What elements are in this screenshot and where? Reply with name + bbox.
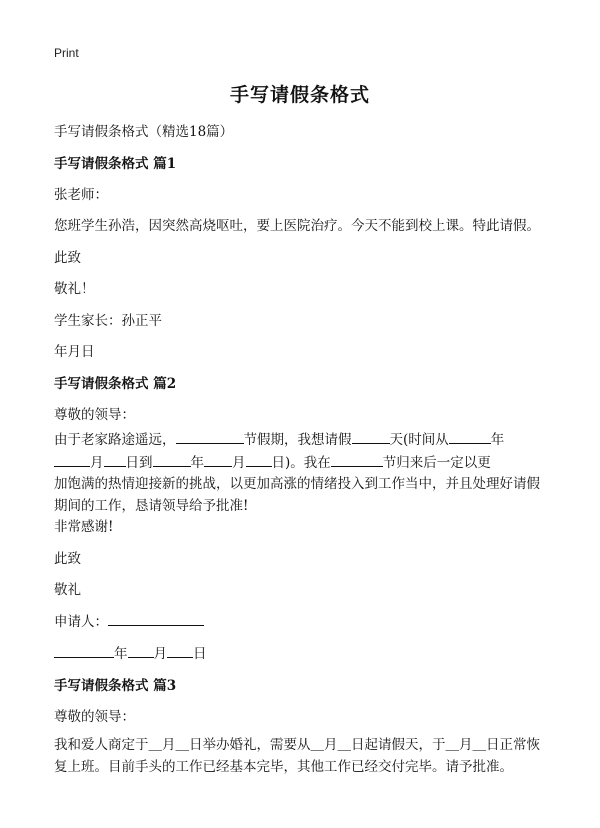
section-heading: 手写请假条格式 篇2 — [54, 376, 177, 392]
applicant-blank[interactable] — [108, 611, 204, 626]
text-run: 天(时间从 — [389, 432, 449, 448]
text-run: 节归来后一定以更 — [382, 454, 491, 471]
blank-field[interactable] — [246, 452, 272, 467]
text-line: 加饱满的热情迎接新的挑战，以更加高涨的情绪投入到工作当中，并且处理好请假 — [54, 476, 540, 492]
salutation: 张老师： — [54, 187, 108, 203]
text-run: 日)。我在 — [271, 454, 331, 471]
section-heading: 手写请假条格式 篇1 — [54, 156, 177, 172]
salutation: 尊敬的领导： — [54, 407, 135, 423]
blank-field[interactable] — [54, 452, 90, 467]
text-run: 由于老家路途遥远， — [54, 432, 176, 448]
thanks-line: 非常感谢! — [54, 519, 114, 535]
text-run: 年 — [114, 646, 128, 662]
document-title: 手写请假条格式 — [229, 84, 370, 106]
blank-field[interactable] — [204, 452, 232, 467]
blank-field[interactable] — [54, 643, 114, 658]
text-run: 年 — [190, 454, 204, 471]
print-label[interactable]: Print — [54, 46, 79, 60]
blank-field[interactable] — [167, 643, 193, 658]
text-run: 日到 — [125, 454, 153, 471]
text-run: 月 — [153, 646, 167, 662]
applicant-label: 申请人： — [54, 614, 108, 630]
letter-body: 我和爱人商定于＿月＿日举办婚礼，需要从＿月＿日起请假天，于＿月＿日正常恢复上班。目前手头的工作已经基本完毕，其他工作已经交付完毕。请予批准。 — [54, 737, 540, 775]
salutation: 尊敬的领导： — [54, 709, 135, 725]
blank-field[interactable] — [331, 452, 383, 467]
blank-field[interactable] — [352, 429, 390, 444]
blank-field[interactable] — [153, 452, 191, 467]
section-heading: 手写请假条格式 篇3 — [54, 678, 177, 694]
blank-field[interactable] — [128, 643, 154, 658]
closing-line: 敬礼 — [54, 582, 81, 598]
date-line: 年月日 — [54, 344, 95, 360]
closing-line: 此致 — [54, 551, 81, 567]
text-run: 月 — [90, 454, 104, 471]
text-line: 期间的工作，恳请领导给予批准! — [54, 497, 249, 514]
date-line — [54, 642, 207, 662]
letter-body — [54, 429, 546, 517]
blank-field[interactable] — [176, 429, 244, 444]
closing-line: 此致 — [54, 250, 81, 266]
closing-line: 敬礼！ — [54, 281, 95, 297]
letter-body: 您班学生孙浩，因突然高烧呕吐，要上医院治疗。今天不能到校上课。特此请假。 — [54, 218, 540, 234]
text-run: 日 — [193, 646, 207, 662]
text-run: 年 — [490, 432, 505, 448]
signer: 学生家长：孙正平 — [54, 313, 162, 329]
applicant-line — [54, 610, 204, 630]
blank-field[interactable] — [449, 429, 491, 444]
blank-field[interactable] — [104, 452, 126, 467]
text-run: 节假期，我想请假 — [243, 432, 352, 448]
document-subtitle: 手写请假条格式（精选18篇） — [54, 124, 234, 140]
text-run: 月 — [232, 454, 246, 471]
